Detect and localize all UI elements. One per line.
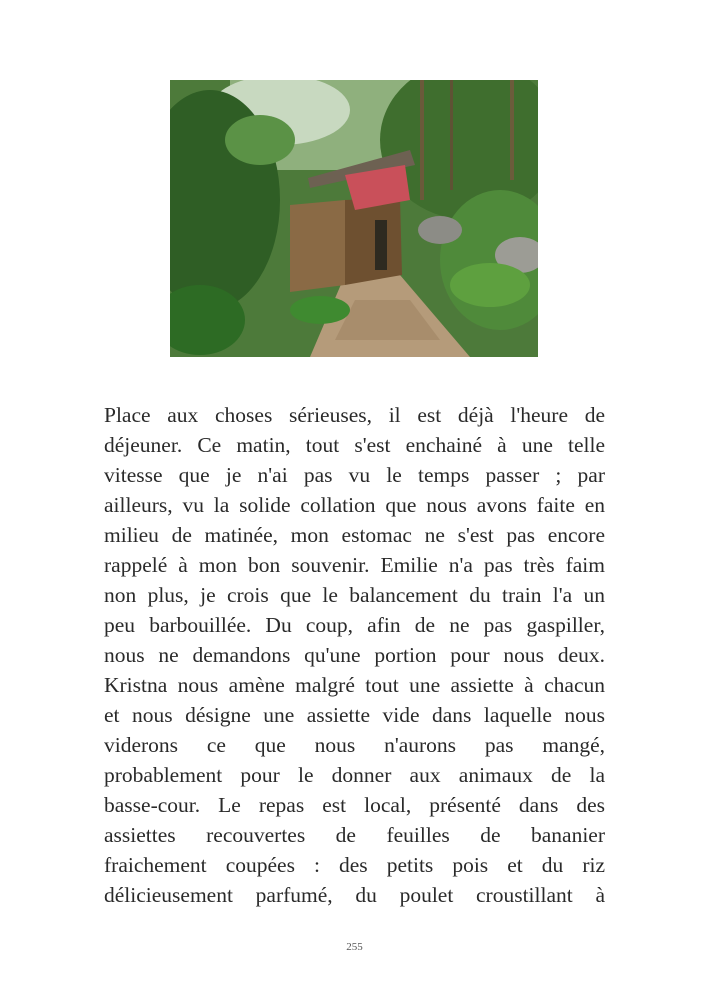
text-line: Place aux choses sérieuses, il est déjà l'heure de xyxy=(104,403,605,427)
text-line: vitesse que je n'ai pas vu le temps passer ; par xyxy=(104,463,605,487)
text-line: nous ne demandons qu'une portion pour nous deux. xyxy=(104,643,605,667)
text-line: ailleurs, vu la solide collation que nous avons faite en xyxy=(104,493,605,517)
text-line: Kristna nous amène malgré tout une assiette à chacun xyxy=(104,673,605,697)
text-line: basse-cour. Le repas est local, présenté dans des xyxy=(104,793,605,817)
text-line: rappelé à mon bon souvenir. Emilie n'a pas très faim xyxy=(104,553,605,577)
text-line: fraichement coupées : des petits pois et du riz xyxy=(104,853,605,877)
body-text xyxy=(104,400,605,910)
text-line: assiettes recouvertes de feuilles de bananier xyxy=(104,823,605,847)
text-line: peu barbouillée. Du coup, afin de ne pas gaspiller, xyxy=(104,613,605,637)
photo-illustration xyxy=(170,80,538,357)
page-number: 255 xyxy=(346,941,363,953)
photo-hut-jungle xyxy=(170,80,538,357)
text-line: déjeuner. Ce matin, tout s'est enchainé à une telle xyxy=(104,433,605,457)
text-line: probablement pour le donner aux animaux de la xyxy=(104,763,605,787)
text-line: milieu de matinée, mon estomac ne s'est pas encore xyxy=(104,523,605,547)
text-line: viderons ce que nous n'aurons pas mangé, xyxy=(104,733,605,757)
text-line: et nous désigne une assiette vide dans laquelle nous xyxy=(104,703,605,727)
text-line: non plus, je crois que le balancement du train l'a un xyxy=(104,583,605,607)
text-line: délicieusement parfumé, du poulet croustillant à xyxy=(104,883,605,907)
